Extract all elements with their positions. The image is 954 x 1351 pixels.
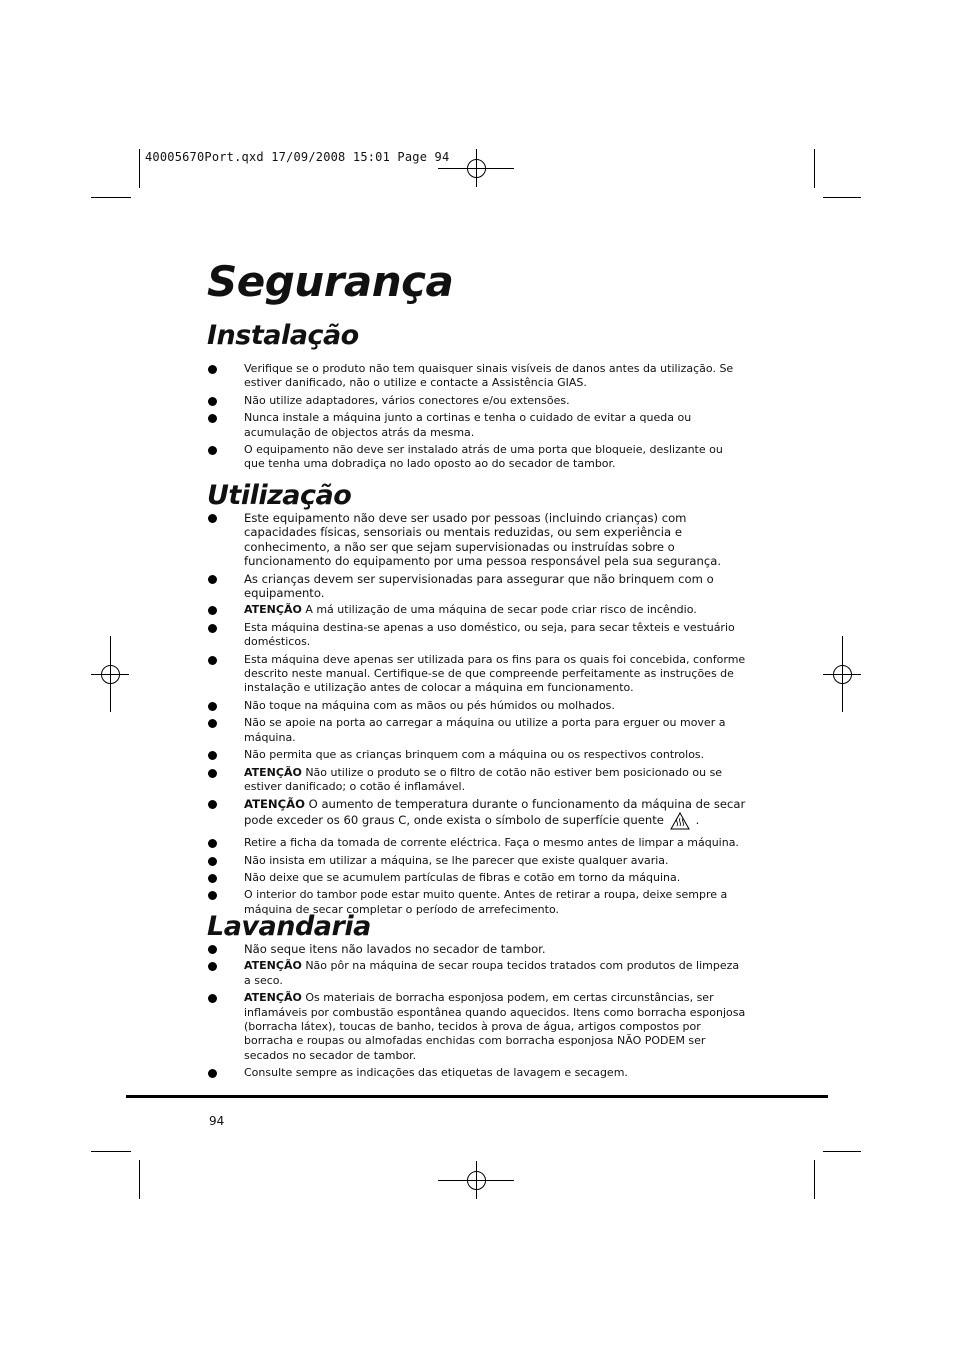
page-title: Segurança — [207, 257, 454, 306]
crop-mark — [823, 1151, 861, 1152]
bullet-dot-icon — [208, 514, 217, 523]
list-item — [207, 511, 747, 569]
item-text: Não toque na máquina com as mãos ou pés húmidos ou molhados. — [244, 698, 615, 712]
bullet-dot-icon — [208, 800, 217, 809]
bullet-dot-icon — [208, 656, 217, 665]
warning-prefix: ATENÇÃO — [244, 603, 302, 617]
item-text: Não se apoie na porta ao carregar a máquina ou utilize a porta para erguer ou mover a máquina. — [244, 716, 726, 744]
bullet-dot-icon — [208, 751, 217, 760]
item-text: Consulte sempre as indicações das etiquetas de lavagem e secagem. — [244, 1066, 628, 1080]
bullet-dot-icon — [208, 606, 217, 615]
bullet-dot-icon — [208, 769, 217, 778]
bullet-dot-icon — [208, 891, 217, 900]
crop-mark — [139, 149, 140, 188]
list-item — [207, 942, 747, 956]
section-heading-utilizacao: Utilização — [207, 480, 352, 511]
bullet-dot-icon — [208, 624, 217, 633]
instalacao-list — [207, 362, 747, 472]
bullet-dot-icon — [208, 397, 217, 406]
item-text: Os materiais de borracha esponjosa podem, em certas circunstâncias, ser inflamáveis por combustão espontânea quando aquecidos. Itens como borracha esponjosa (borracha látex), toucas de banho, tecidos à prova de água, artigos compostos por borracha e roupas ou almofadas enchidas com borracha esponjosa NÃO PODEM ser secados no secador de tambor. — [244, 991, 746, 1062]
item-text: Retire a ficha da tomada de corrente eléctrica. Faça o mesmo antes de limpar a máquina. — [244, 836, 739, 850]
crop-mark — [823, 197, 861, 198]
section-heading-instalacao: Instalação — [207, 320, 359, 351]
crop-mark — [91, 197, 131, 198]
item-text: A má utilização de uma máquina de secar pode criar risco de incêndio. — [301, 603, 697, 617]
list-item — [207, 443, 747, 472]
item-text: Nunca instale a máquina junto a cortinas e tenha o cuidado de evitar a queda ou acumulação de objectos atrás da mesma. — [244, 411, 692, 439]
footer-rule — [126, 1095, 828, 1098]
bullet-dot-icon — [208, 414, 217, 423]
list-item — [207, 797, 747, 833]
bullet-dot-icon — [208, 446, 217, 455]
list-item — [207, 394, 747, 408]
bullet-dot-icon — [208, 575, 217, 584]
bullet-dot-icon — [208, 702, 217, 711]
warning-prefix: ATENÇÃO — [244, 797, 305, 812]
bullet-dot-icon — [208, 719, 217, 728]
list-item — [207, 991, 747, 1063]
list-item — [207, 854, 747, 868]
crop-mark — [91, 1151, 131, 1152]
bullet-dot-icon — [208, 839, 217, 848]
item-text: Não deixe que se acumulem partículas de fibras e cotão em torno da máquina. — [244, 870, 681, 884]
item-text: Não seque itens não lavados no secador de tambor. — [244, 942, 546, 956]
list-item — [207, 836, 747, 850]
item-text: Esta máquina destina-se apenas a uso doméstico, ou seja, para secar têxteis e vestuário domésticos. — [244, 620, 735, 649]
list-item — [207, 603, 747, 617]
item-text: As crianças devem ser supervisionadas para assegurar que não brinquem com o equipamento. — [244, 571, 714, 601]
bullet-dot-icon — [208, 945, 217, 954]
crop-mark — [139, 1160, 140, 1199]
list-item — [207, 1066, 747, 1080]
item-text: Verifique se o produto não tem quaisquer sinais visíveis de danos antes da utilização. Se estiver danificado, não o utilize e contacte a Assistência GIAS. — [244, 362, 734, 390]
item-text: Não insista em utilizar a máquina, se lhe parecer que existe qualquer avaria. — [244, 853, 669, 867]
list-item — [207, 572, 747, 601]
list-item — [207, 621, 747, 650]
item-text: O aumento de temperatura durante o funcionamento da máquina de secar pode exceder os 60 graus C, onde exista o símbolo de superfície quente — [244, 797, 746, 827]
list-item — [207, 653, 747, 696]
list-item — [207, 959, 747, 988]
hot-surface-warning-icon — [670, 812, 690, 833]
list-item — [207, 748, 747, 762]
lavandaria-list — [207, 942, 747, 1081]
item-text: Não pôr na máquina de secar roupa tecidos tratados com produtos de limpeza a seco. — [244, 959, 740, 987]
list-item — [207, 871, 747, 885]
crop-mark — [814, 149, 815, 188]
page-number: 94 — [209, 1114, 225, 1128]
bullet-dot-icon — [208, 994, 217, 1003]
list-item — [207, 362, 747, 391]
list-item — [207, 699, 747, 713]
utilizacao-list — [207, 511, 747, 917]
bullet-dot-icon — [208, 874, 217, 883]
bullet-dot-icon — [208, 365, 217, 374]
warning-prefix: ATENÇÃO — [244, 765, 302, 779]
bullet-dot-icon — [208, 857, 217, 866]
bullet-dot-icon — [208, 962, 217, 971]
print-slug-line: 40005670Port.qxd 17/09/2008 15:01 Page 94 — [145, 150, 450, 164]
list-item — [207, 716, 747, 745]
bullet-dot-icon — [208, 1069, 217, 1078]
item-text: Este equipamento não deve ser usado por pessoas (incluindo crianças) com capacidades físicas, sensoriais ou mentais reduzidas, ou sem experiência e conhecimento, a não ser que sejam supervisionadas ou instruídas sobre o funcionamento do equipamento por uma pessoa responsável pela sua segurança. — [244, 511, 722, 569]
crop-mark — [814, 1160, 815, 1199]
warning-prefix: ATENÇÃO — [244, 991, 302, 1005]
list-item — [207, 411, 747, 440]
item-text: O interior do tambor pode estar muito quente. Antes de retirar a roupa, deixe sempre a máquina de secar completar o período de arrefecimento. — [244, 888, 728, 916]
section-heading-lavandaria: Lavandaria — [207, 911, 371, 942]
item-text: O equipamento não deve ser instalado atrás de uma porta que bloqueie, deslizante ou que tenha uma dobradiça no lado oposto ao do secador de tambor. — [244, 443, 723, 471]
item-text: Não permita que as crianças brinquem com a máquina ou os respectivos controlos. — [244, 748, 705, 762]
list-item — [207, 766, 747, 795]
item-suffix: . — [691, 812, 700, 827]
item-text: Não utilize adaptadores, vários conectores e/ou extensões. — [244, 393, 570, 407]
item-text: Não utilize o produto se o filtro de cotão não estiver bem posicionado ou se estiver danificado; o cotão é inflamável. — [244, 765, 723, 793]
item-text: Esta máquina deve apenas ser utilizada para os fins para os quais foi concebida, conforme descrito neste manual. Certifique-se de que compreende perfeitamente as instruções de instalação e utilização antes de colocar a máquina em funcionamento. — [244, 652, 746, 695]
warning-prefix: ATENÇÃO — [244, 959, 302, 973]
